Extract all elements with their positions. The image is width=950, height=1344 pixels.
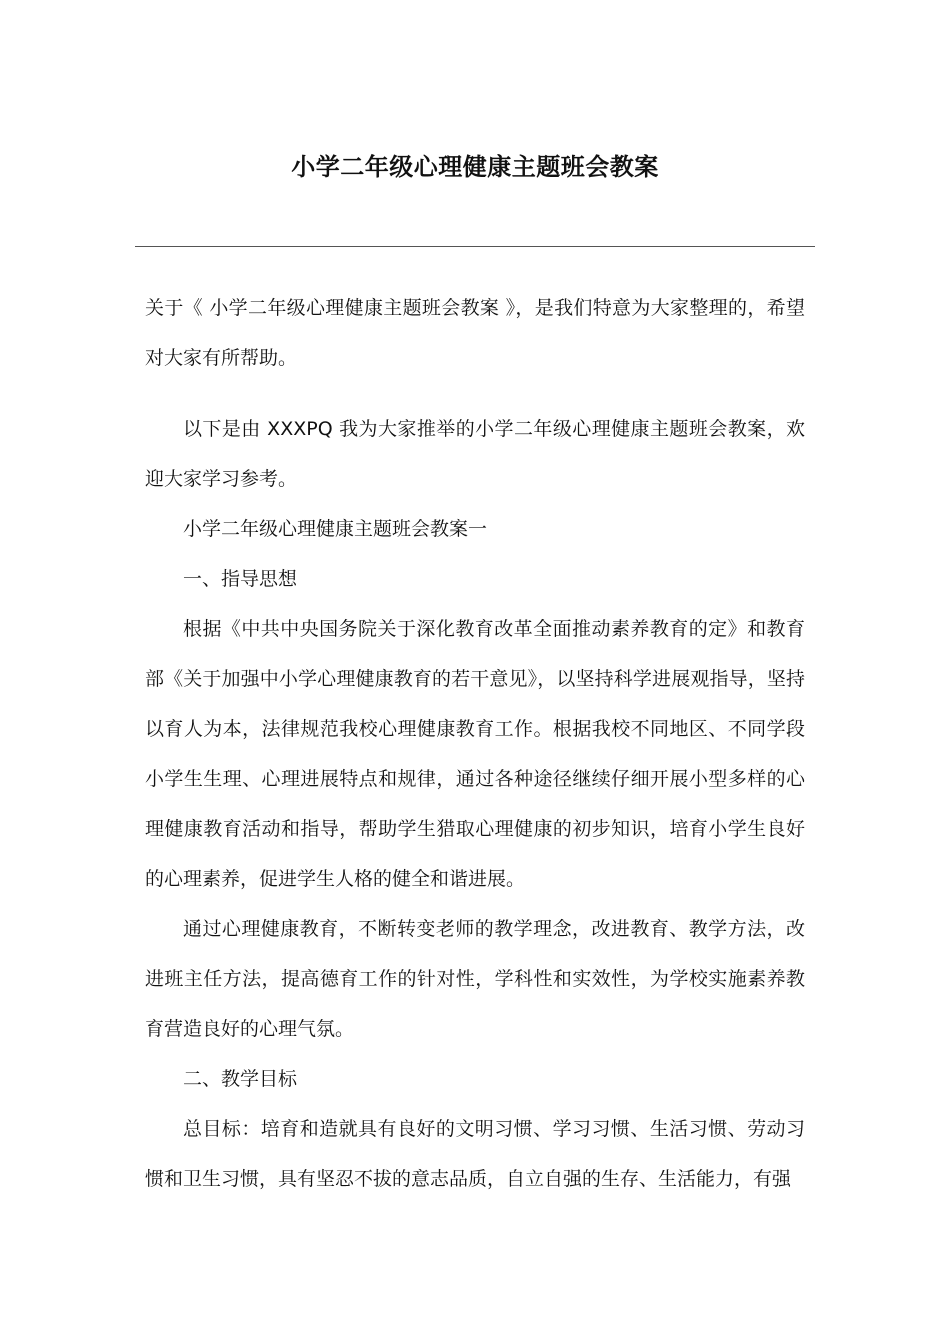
section-heading-guiding-thought: 一、指导思想 [183, 568, 298, 590]
intro-paragraph: 关于《 小学二年级心理健康主题班会教案 》，是我们特意为大家整理的，希望对大家有所帮助。 [145, 297, 805, 369]
section-heading-teaching-goals: 二、教学目标 [183, 1068, 298, 1090]
document-body [145, 283, 805, 1204]
document-title: 小学二年级心理健康主题班会教案 [291, 153, 659, 181]
overall-goal-paragraph: 总目标：培育和造就具有良好的文明习惯、学习习惯、生活习惯、劳动习惯和卫生习惯，具有坚忍不拔的意志品质，自立自强的生存、生活能力，有强 [145, 1118, 805, 1190]
recommend-paragraph: 以下是由 XXXPQ 我为大家推举的小学二年级心理健康主题班会教案，欢迎大家学习参考。 [145, 418, 805, 490]
title-divider [135, 246, 815, 247]
section-heading-plan-one: 小学二年级心理健康主题班会教案一 [183, 518, 488, 540]
teacher-improvement-paragraph: 通过心理健康教育，不断转变老师的教学理念，改进教育、教学方法，改进班主任方法，提高德育工作的针对性，学科性和实效性，为学校实施素养教育营造良好的心理气氛。 [145, 918, 805, 1040]
guiding-thought-paragraph: 根据《中共中央国务院关于深化教育改革全面推动素养教育的定》和教育部《关于加强中小学心理健康教育的若干意见》，以坚持科学进展观指导，坚持以育人为本，法律规范我校心理健康教育工作。根据我校不同地区、不同学段小学生生理、心理进展特点和规律，通过各种途径继续仔细开展小型多样的心理健康教育活动和指导，帮助学生猎取心理健康的初步知识，培育小学生良好的心理素养，促进学生人格的健全和谐进展。 [145, 618, 805, 890]
